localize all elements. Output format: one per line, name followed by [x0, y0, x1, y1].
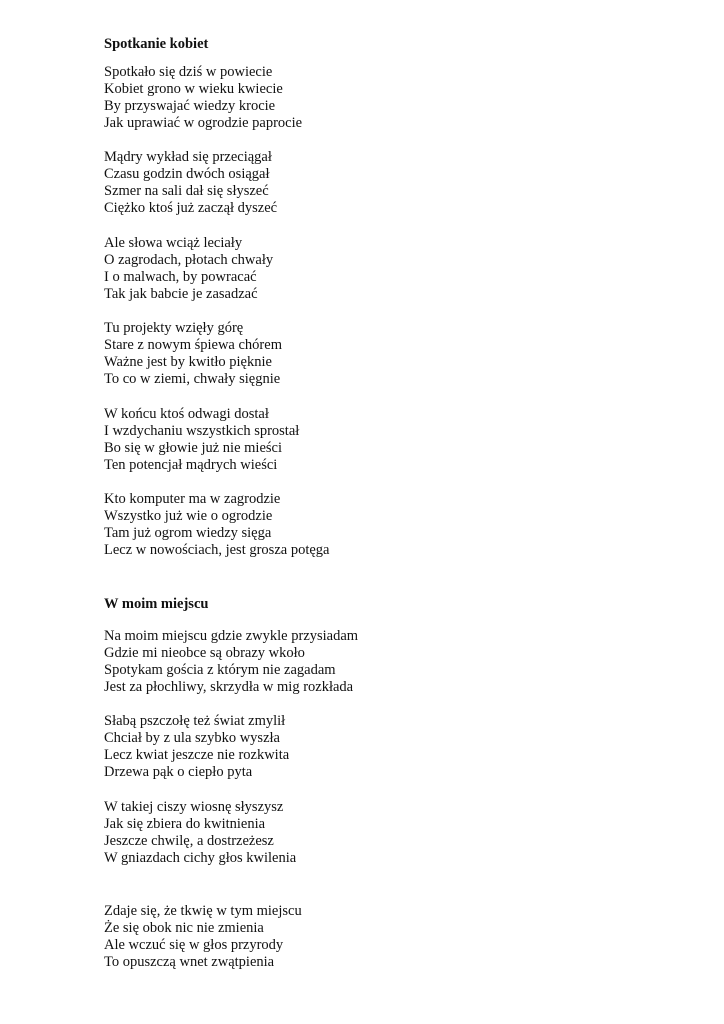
verse-line: Spotkało się dziś w powiecie: [104, 64, 273, 80]
verse-line: Słabą pszczołę też świat zmylił: [104, 713, 286, 729]
verse-line: Że się obok nic nie zmienia: [104, 920, 264, 936]
verse-line: Wszystko już wie o ogrodzie: [104, 508, 273, 524]
verse-line: Tam już ogrom wiedzy sięga: [104, 525, 272, 541]
verse-line: Tak jak babcie je zasadzać: [104, 286, 258, 302]
verse-line: O zagrodach, płotach chwały: [104, 252, 274, 268]
verse-line: Spotykam gościa z którym nie zagadam: [104, 662, 336, 678]
verse-line: Kto komputer ma w zagrodzie: [104, 491, 281, 507]
verse-line: I wzdychaniu wszystkich sprostał: [104, 423, 300, 439]
verse-line: Ten potencjał mądrych wieści: [104, 457, 278, 473]
verse-line: Ciężko ktoś już zaczął dyszeć: [104, 200, 278, 216]
verse-line: To opuszczą wnet zwątpienia: [104, 954, 275, 970]
verse-line: W takiej ciszy wiosnę słyszysz: [104, 799, 284, 815]
verse-line: Jak się zbiera do kwitnienia: [104, 816, 266, 832]
verse-line: Lecz kwiat jeszcze nie rozkwita: [104, 747, 290, 763]
verse-line: Jak uprawiać w ogrodzie paprocie: [104, 115, 303, 131]
poem-title: Spotkanie kobiet: [104, 36, 209, 52]
verse-line: Lecz w nowościach, jest grosza potęga: [104, 542, 330, 558]
verse-line: W gniazdach cichy głos kwilenia: [104, 850, 297, 866]
verse-line: Stare z nowym śpiewa chórem: [104, 337, 282, 353]
verse-line: Ale słowa wciąż leciały: [104, 235, 243, 251]
stanza: [104, 799, 296, 867]
verse-line: Jest za płochliwy, skrzydła w mig rozkłada: [104, 679, 354, 695]
verse-line: By przyswajać wiedzy krocie: [104, 98, 276, 114]
verse-line: Ważne jest by kwitło pięknie: [104, 354, 272, 370]
verse-line: Czasu godzin dwóch osiągał: [104, 166, 270, 182]
verse-line: Szmer na sali dał się słyszeć: [104, 183, 269, 199]
stanza: [104, 149, 277, 217]
verse-line: Chciał by z ula szybko wyszła: [104, 730, 280, 746]
verse-line: Jeszcze chwilę, a dostrzeżesz: [104, 833, 274, 849]
verse-line: I o malwach, by powracać: [104, 269, 257, 285]
poem-title: W moim miejscu: [104, 596, 209, 612]
stanza: [104, 235, 273, 303]
stanza: [104, 628, 358, 696]
stanza: [104, 903, 302, 971]
stanza: [104, 320, 282, 388]
verse-line: Ale wczuć się w głos przyrody: [104, 937, 284, 953]
verse-line: Bo się w głowie już nie mieści: [104, 440, 282, 456]
verse-line: Gdzie mi nieobce są obrazy wkoło: [104, 645, 305, 661]
stanza: [104, 491, 329, 559]
verse-line: W końcu ktoś odwagi dostał: [104, 406, 269, 422]
verse-line: Zdaje się, że tkwię w tym miejscu: [104, 903, 302, 919]
stanza: [104, 713, 289, 781]
verse-line: Kobiet grono w wieku kwiecie: [104, 81, 283, 97]
verse-line: Tu projekty wzięły górę: [104, 320, 244, 336]
verse-line: Mądry wykład się przeciągał: [104, 149, 272, 165]
stanza: [104, 406, 299, 474]
verse-line: Na moim miejscu gdzie zwykle przysiadam: [104, 628, 359, 644]
verse-line: To co w ziemi, chwały sięgnie: [104, 371, 281, 387]
verse-line: Drzewa pąk o ciepło pyta: [104, 764, 253, 780]
stanza: [104, 64, 302, 132]
